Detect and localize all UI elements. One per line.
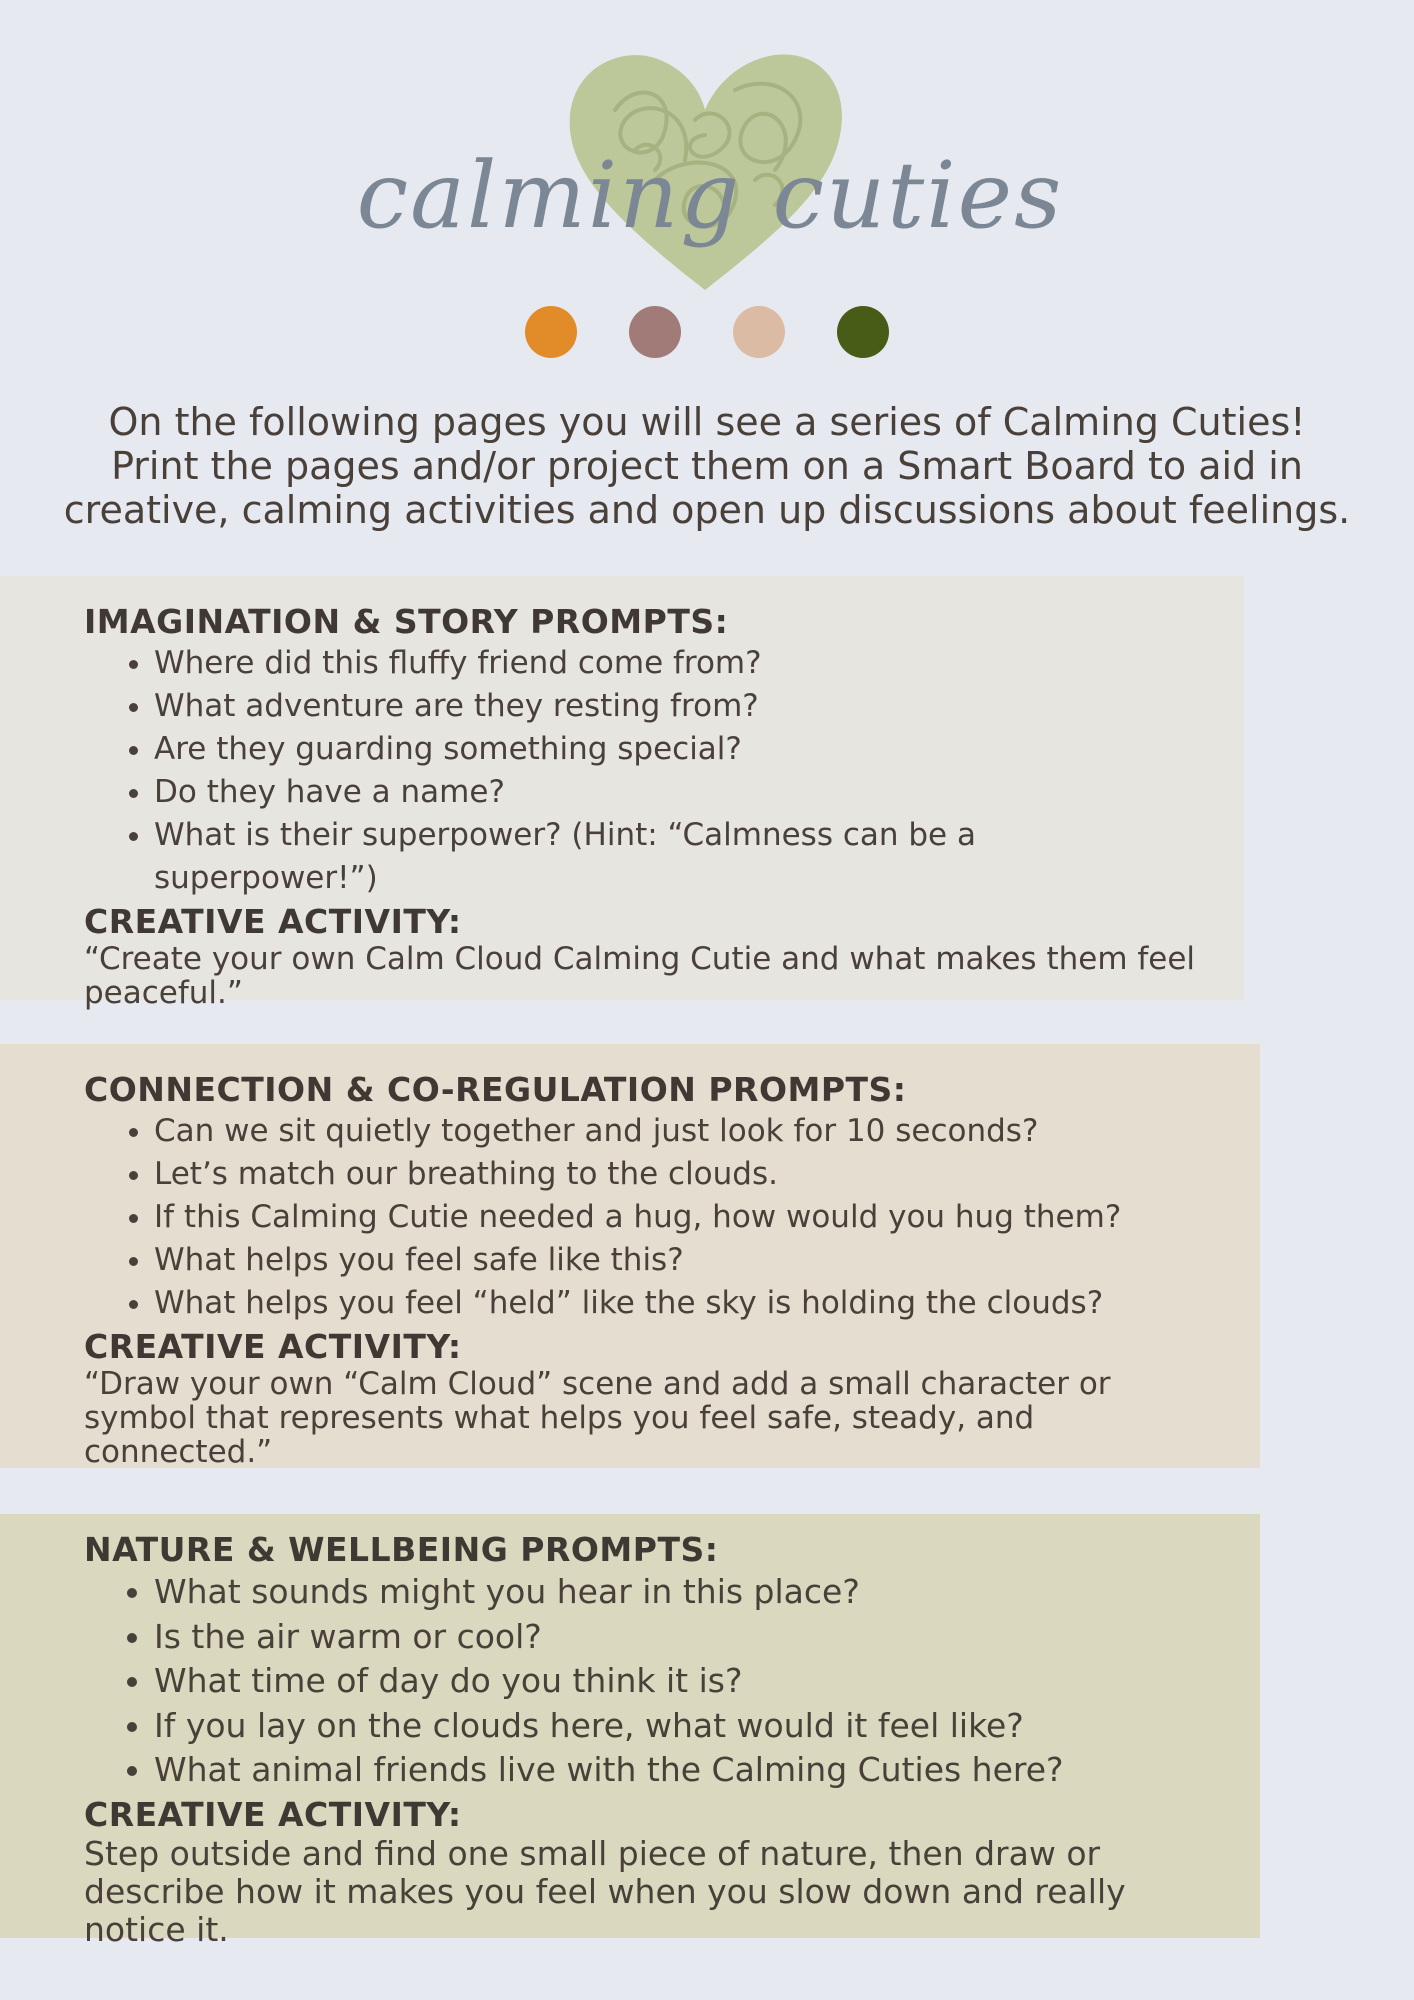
- activity-text: “Create your own Calm Cloud Calming Cutie and what makes them feel peaceful.”: [84, 941, 1196, 1011]
- section-heading: CONNECTION & CO-REGULATION PROMPTS:: [84, 1070, 907, 1109]
- logo-title: calming cuties: [356, 142, 1064, 249]
- activity-heading: CREATIVE ACTIVITY:: [84, 1794, 462, 1834]
- prompt-list: [84, 1110, 1220, 1325]
- section-heading: NATURE & WELLBEING PROMPTS:: [84, 1530, 719, 1569]
- list-item: • What helps you feel safe like this?: [154, 1239, 1220, 1282]
- list-item: • Are they guarding something special?: [154, 728, 1204, 771]
- list-item: • Where did this fluffy friend come from?: [154, 642, 1204, 685]
- color-dots: [0, 306, 1414, 358]
- list-item: • What is their superpower? (Hint: “Calmness can be a superpower!”): [154, 814, 1204, 900]
- list-item: • Do they have a name?: [154, 771, 1204, 814]
- list-item: • Let’s match our breathing to the clouds.: [154, 1153, 1220, 1196]
- orange-dot: [525, 306, 577, 358]
- list-item: • What time of day do you think it is?: [154, 1659, 1220, 1704]
- section-heading: IMAGINATION & STORY PROMPTS:: [84, 602, 729, 641]
- mauve-dot: [629, 306, 681, 358]
- green-dot: [837, 306, 889, 358]
- list-item: • What adventure are they resting from?: [154, 685, 1204, 728]
- list-item: • What animal friends live with the Calming Cuties here?: [154, 1748, 1220, 1793]
- prompt-list: [84, 1570, 1220, 1793]
- activity-heading: CREATIVE ACTIVITY:: [84, 1327, 462, 1366]
- imagination-panel: [0, 576, 1244, 1011]
- list-item: • If this Calming Cutie needed a hug, how would you hug them?: [154, 1196, 1220, 1239]
- activity-text: “Draw your own “Calm Cloud” scene and add a small character or symbol that represents what helps you feel safe, steady, and connected.”: [84, 1366, 1111, 1470]
- list-item: • If you lay on the clouds here, what would it feel like?: [154, 1704, 1220, 1749]
- list-item: • Can we sit quietly together and just look for 10 seconds?: [154, 1110, 1220, 1153]
- activity-text: Step outside and find one small piece of nature, then draw or describe how it makes you feel when you slow down and really notice it.: [84, 1833, 1126, 1949]
- prompt-list: [84, 642, 1204, 900]
- activity-heading: CREATIVE ACTIVITY:: [84, 902, 462, 941]
- intro-text: On the following pages you will see a series of Calming Cuties! Print the pages and/or project them on a Smart Board to aid in creative, calming activities and open up discussions about feelings.: [63, 400, 1351, 532]
- nature-panel: [0, 1514, 1260, 1949]
- logo: [300, 40, 1120, 300]
- list-item: • What sounds might you hear in this place?: [154, 1570, 1220, 1615]
- connection-panel: [0, 1044, 1260, 1468]
- list-item: • What helps you feel “held” like the sky is holding the clouds?: [154, 1282, 1220, 1325]
- peach-dot: [733, 306, 785, 358]
- list-item: • Is the air warm or cool?: [154, 1615, 1220, 1660]
